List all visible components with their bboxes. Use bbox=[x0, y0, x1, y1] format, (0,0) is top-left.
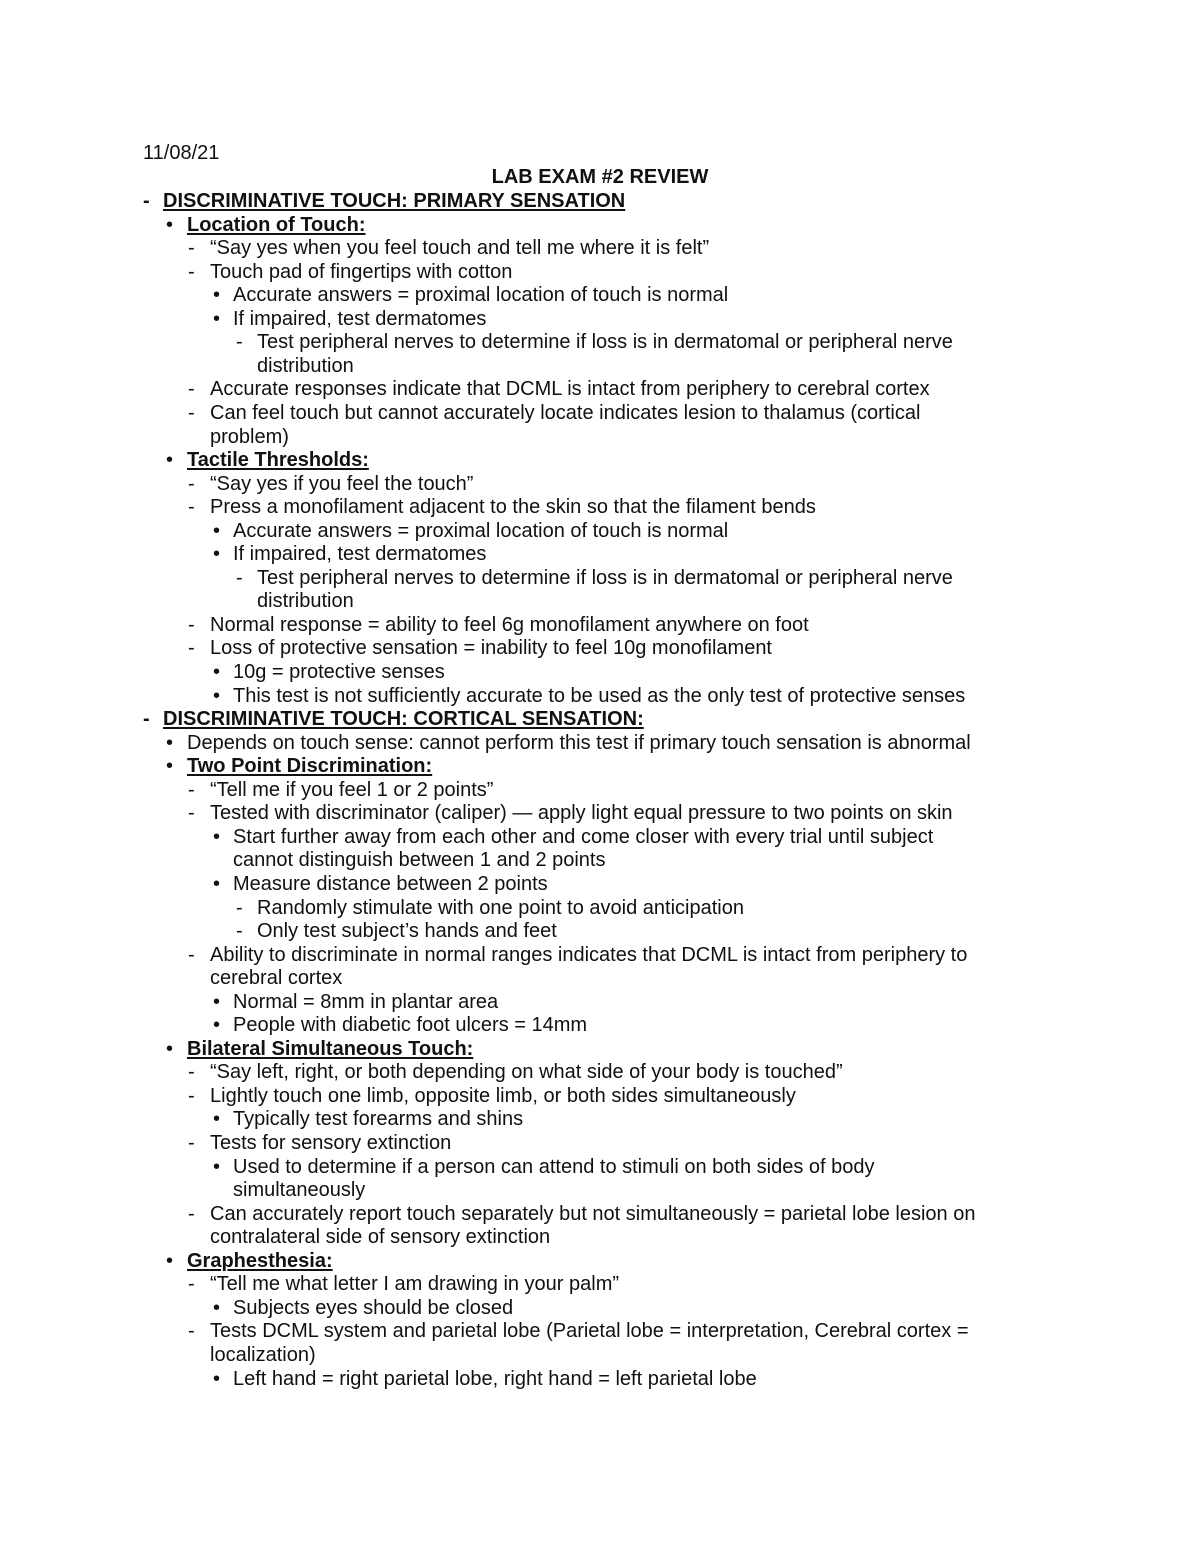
outline-line: Accurate answers = proximal location of touch is normal bbox=[233, 519, 729, 542]
dash-marker: - bbox=[188, 613, 195, 636]
section-heading: Graphesthesia: bbox=[187, 1249, 333, 1272]
outline-line: 10g = protective senses bbox=[233, 661, 445, 683]
section-heading: Location of Touch: bbox=[187, 213, 366, 236]
bullet-marker: • bbox=[166, 1249, 174, 1272]
dash-marker: - bbox=[188, 1084, 195, 1107]
outline-line: Used to determine if a person can attend to stimuli on both sides of body bbox=[233, 1155, 875, 1178]
document-date: 11/08/21 bbox=[143, 142, 220, 164]
bullet-marker: • bbox=[213, 1108, 221, 1131]
dash-marker: - bbox=[188, 778, 195, 801]
outline-line: Left hand = right parietal lobe, right hand = left parietal lobe bbox=[233, 1367, 757, 1390]
outline-line: Start further away from each other and come closer with every trial until subject bbox=[233, 825, 934, 848]
dash-marker: - bbox=[188, 1273, 195, 1296]
bullet-marker: • bbox=[166, 731, 174, 754]
outline-line: Can accurately report touch separately but not simultaneously = parietal lobe lesion on bbox=[210, 1202, 976, 1225]
dash-marker: - bbox=[143, 708, 150, 731]
dash-marker: - bbox=[188, 637, 195, 660]
bullet-marker: • bbox=[213, 543, 221, 566]
bullet-marker: • bbox=[213, 519, 221, 542]
dash-marker: - bbox=[188, 237, 195, 260]
bullet-marker: • bbox=[213, 284, 221, 307]
outline-line: Tests for sensory extinction bbox=[210, 1132, 452, 1154]
bullet-marker: • bbox=[166, 755, 174, 778]
document-title: LAB EXAM #2 REVIEW bbox=[491, 166, 709, 188]
outline-line: “Tell me if you feel 1 or 2 points” bbox=[210, 778, 494, 801]
outline-line: Depends on touch sense: cannot perform this test if primary touch sensation is abnormal bbox=[187, 731, 971, 754]
dash-marker: - bbox=[236, 920, 243, 943]
bullet-marker: • bbox=[213, 661, 221, 683]
outline-line: “Say left, right, or both depending on what side of your body is touched” bbox=[210, 1061, 843, 1084]
dash-marker: - bbox=[236, 331, 243, 354]
outline-line: Accurate responses indicate that DCML is intact from periphery to cerebral cortex bbox=[210, 378, 930, 401]
outline-line: “Say yes when you feel touch and tell me where it is felt” bbox=[210, 237, 710, 260]
outline-line: “Tell me what letter I am drawing in your palm” bbox=[210, 1273, 620, 1296]
outline-line: If impaired, test dermatomes bbox=[233, 307, 487, 330]
outline-line: Measure distance between 2 points bbox=[233, 872, 548, 895]
outline-line: Subjects eyes should be closed bbox=[233, 1296, 514, 1319]
bullet-marker: • bbox=[213, 684, 221, 707]
section-heading: DISCRIMINATIVE TOUCH: PRIMARY SENSATION bbox=[163, 190, 626, 212]
outline-line: Normal response = ability to feel 6g monofilament anywhere on foot bbox=[210, 613, 809, 636]
outline-line: “Say yes if you feel the touch” bbox=[210, 472, 474, 495]
bullet-marker: • bbox=[166, 213, 174, 236]
outline-line: People with diabetic foot ulcers = 14mm bbox=[233, 1014, 588, 1037]
dash-marker: - bbox=[188, 496, 195, 519]
bullet-marker: • bbox=[213, 872, 221, 895]
dash-marker: - bbox=[188, 1132, 195, 1154]
bullet-marker: • bbox=[213, 825, 221, 848]
bullet-marker: • bbox=[213, 1296, 221, 1319]
dash-marker: - bbox=[236, 896, 243, 919]
dash-marker: - bbox=[188, 378, 195, 401]
section-heading: Tactile Thresholds: bbox=[187, 449, 369, 472]
outline-line: distribution bbox=[257, 354, 354, 377]
outline-line: cannot distinguish between 1 and 2 points bbox=[233, 849, 606, 872]
outline-line: Lightly touch one limb, opposite limb, or both sides simultaneously bbox=[210, 1084, 796, 1107]
outline-line: Test peripheral nerves to determine if loss is in dermatomal or peripheral nerve bbox=[257, 331, 953, 354]
bullet-marker: • bbox=[213, 990, 221, 1013]
outline-line: contralateral side of sensory extinction bbox=[210, 1226, 551, 1249]
outline-line: Typically test forearms and shins bbox=[233, 1108, 524, 1131]
outline-line: cerebral cortex bbox=[210, 967, 343, 990]
outline-line: Tested with discriminator (caliper) — apply light equal pressure to two points on skin bbox=[210, 802, 953, 825]
outline-line: Can feel touch but cannot accurately locate indicates lesion to thalamus (cortical bbox=[210, 401, 921, 424]
outline-line: If impaired, test dermatomes bbox=[233, 543, 487, 566]
dash-marker: - bbox=[188, 472, 195, 495]
outline-line: simultaneously bbox=[233, 1179, 366, 1202]
bullet-marker: • bbox=[213, 1155, 221, 1178]
outline-line: Only test subject’s hands and feet bbox=[257, 920, 557, 943]
section-heading: Bilateral Simultaneous Touch: bbox=[187, 1037, 474, 1060]
dash-marker: - bbox=[188, 401, 195, 424]
bullet-marker: • bbox=[213, 307, 221, 330]
bullet-marker: • bbox=[213, 1014, 221, 1037]
dash-marker: - bbox=[143, 190, 150, 212]
outline-line: Loss of protective sensation = inability to feel 10g monofilament bbox=[210, 637, 772, 660]
dash-marker: - bbox=[236, 566, 243, 589]
dash-marker: - bbox=[188, 260, 195, 283]
outline-line: Press a monofilament adjacent to the skin so that the filament bends bbox=[210, 496, 816, 519]
dash-marker: - bbox=[188, 1320, 195, 1343]
bullet-marker: • bbox=[166, 449, 174, 472]
outline-line: This test is not sufficiently accurate to be used as the only test of protective senses bbox=[233, 684, 966, 707]
outline-line: Tests DCML system and parietal lobe (Parietal lobe = interpretation, Cerebral cortex = bbox=[210, 1320, 969, 1343]
dash-marker: - bbox=[188, 943, 195, 966]
outline-line: Touch pad of fingertips with cotton bbox=[210, 260, 513, 283]
outline-line: problem) bbox=[210, 425, 289, 448]
outline-line: localization) bbox=[210, 1343, 316, 1366]
outline-line: Normal = 8mm in plantar area bbox=[233, 990, 499, 1013]
outline-line: Randomly stimulate with one point to avoid anticipation bbox=[257, 896, 744, 919]
bullet-marker: • bbox=[166, 1037, 174, 1060]
dash-marker: - bbox=[188, 1202, 195, 1225]
outline-line: Test peripheral nerves to determine if loss is in dermatomal or peripheral nerve bbox=[257, 566, 953, 589]
dash-marker: - bbox=[188, 802, 195, 825]
outline-line: Accurate answers = proximal location of touch is normal bbox=[233, 284, 729, 307]
section-heading: Two Point Discrimination: bbox=[187, 755, 433, 778]
dash-marker: - bbox=[188, 1061, 195, 1084]
bullet-marker: • bbox=[213, 1367, 221, 1390]
section-heading: DISCRIMINATIVE TOUCH: CORTICAL SENSATION: bbox=[163, 708, 644, 731]
outline-line: distribution bbox=[257, 590, 354, 613]
outline-line: Ability to discriminate in normal ranges indicates that DCML is intact from periphery to bbox=[210, 943, 968, 966]
